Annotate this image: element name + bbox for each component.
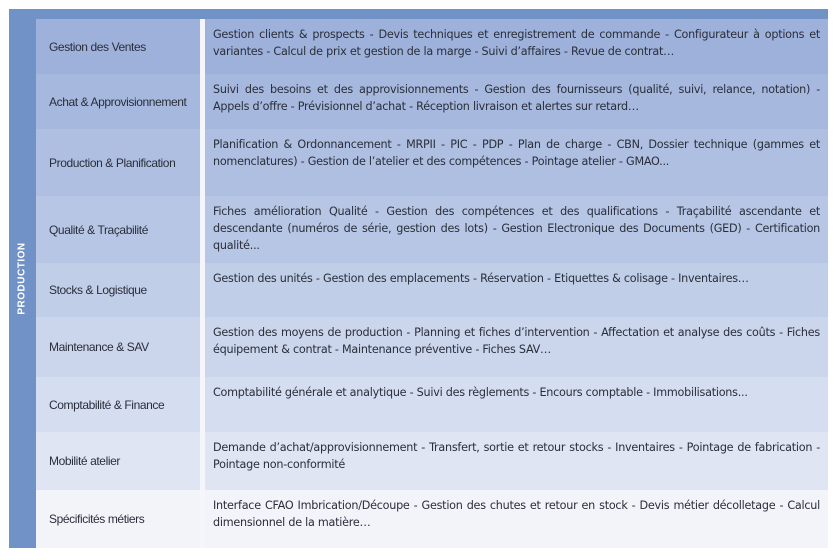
row-label: Comptabilité & Finance	[36, 377, 200, 432]
table-row	[36, 19, 828, 74]
table-row	[36, 129, 828, 196]
section-label	[9, 9, 36, 548]
features-table	[36, 19, 828, 548]
row-label: Qualité & Traçabilité	[36, 196, 200, 263]
row-description: Demande d’achat/approvisionnement - Transfert, sortie et retour stocks - Inventaires - Pointage de fabrication - Pointage non-conformité	[205, 432, 828, 490]
table-row	[36, 317, 828, 377]
section-label-text: PRODUCTION	[17, 242, 29, 315]
table-row	[36, 490, 828, 548]
table-row	[36, 74, 828, 129]
row-label: Spécificités métiers	[36, 490, 200, 548]
table-row	[36, 196, 828, 263]
row-description: Planification & Ordonnancement - MRPII - PIC - PDP - Plan de charge - CBN, Dossier technique (gammes et nomenclatures) - Gestion de l’atelier et des compétences - Pointage atelier - GMAO...	[205, 129, 828, 196]
table-row	[36, 432, 828, 490]
row-label: Mobilité atelier	[36, 432, 200, 490]
row-description: Gestion clients & prospects - Devis techniques et enregistrement de commande - Configurateur à options et variantes - Calcul de prix et gestion de la marge - Suivi d’affaires - Revue de contrat…	[205, 19, 828, 74]
row-description: Interface CFAO Imbrication/Découpe - Gestion des chutes et retour en stock - Devis métier décolletage - Calcul dimensionnel de la matière…	[205, 490, 828, 548]
table-row	[36, 263, 828, 317]
row-description: Gestion des unités - Gestion des emplacements - Réservation - Etiquettes & colisage - Inventaires…	[205, 263, 828, 317]
row-label: Production & Planification	[36, 129, 200, 196]
row-label: Achat & Approvisionnement	[36, 74, 200, 129]
row-label: Maintenance & SAV	[36, 317, 200, 377]
row-description: Suivi des besoins et des approvisionnements - Gestion des fournisseurs (qualité, suivi, relance, notation) - Appels d’offre - Prévisionnel d’achat - Réception livraison et alertes sur retard…	[205, 74, 828, 129]
row-description: Gestion des moyens de production - Planning et fiches d’intervention - Affectation et analyse des coûts - Fiches équipement & contrat - Maintenance préventive - Fiches SAV…	[205, 317, 828, 377]
row-description: Comptabilité générale et analytique - Suivi des règlements - Encours comptable - Immobilisations...	[205, 377, 828, 432]
row-description: Fiches amélioration Qualité - Gestion des compétences et des qualifications - Traçabilité ascendante et descendante (numéros de série, gestion des lots) - Gestion Electronique des Documents (GED) - Certification qualité...	[205, 196, 828, 263]
row-label: Stocks & Logistique	[36, 263, 200, 317]
row-label: Gestion des Ventes	[36, 19, 200, 74]
table-row	[36, 377, 828, 432]
